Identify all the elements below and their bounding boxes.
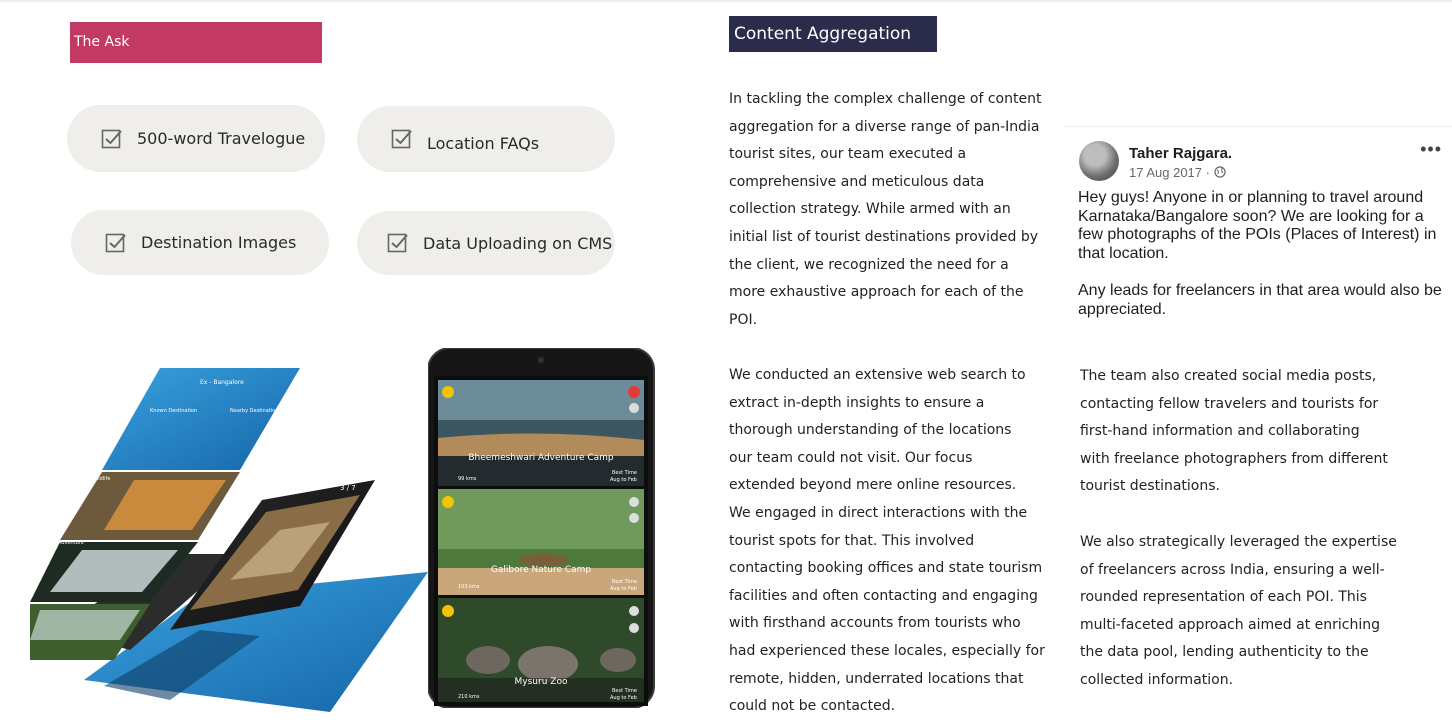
tilted-tab1: Known Destination xyxy=(150,408,198,414)
tilted-counter: 3 / 7 xyxy=(340,484,356,492)
ask-item-label: 500-word Travelogue xyxy=(137,129,306,148)
card-best-time: Best Time xyxy=(612,470,637,476)
tilted-adventure: Adventure xyxy=(58,540,84,546)
ask-item-label: Destination Images xyxy=(141,233,297,252)
card-distance: 99 kms xyxy=(458,476,477,482)
the-ask-label: The Ask xyxy=(70,22,322,63)
card-title: Bheemeshwari Adventure Camp xyxy=(468,453,614,463)
content-paragraph-4: We also strategically leveraged the expertise of freelancers across India, ensuring a well- rounded representation of each POI. This multi-faceted approach aimed at enriching the data pool, lending authenticity to the collected information. xyxy=(1080,534,1397,688)
checkbox-checked-icon xyxy=(387,232,409,254)
card-months: Aug to Feb xyxy=(610,695,637,701)
content-paragraph-3: The team also created social media posts, contacting fellow travelers and tourists for first-hand information and collaborating with freelance photographers from different tourist destinations. xyxy=(1080,368,1388,495)
card-title: Mysuru Zoo xyxy=(514,677,568,687)
ask-item-images xyxy=(71,210,329,275)
checkbox-checked-icon xyxy=(105,232,127,254)
post-author: Taher Rajgara. xyxy=(1129,145,1233,162)
content-paragraph-1: In tackling the complex challenge of content aggregation for a diverse range of pan-India tourist sites, our team executed a comprehensive and meticulous data collection strategy. While armed with an initial list of tourist destinations provided by the client, we recognized the need for a more exhaustive approach for each of the POI. xyxy=(729,91,1042,328)
more-options-icon[interactable]: ••• xyxy=(1420,139,1442,159)
facebook-post xyxy=(1064,126,1452,334)
tilted-location: Ex - Bangalore xyxy=(200,379,244,386)
card-best-time: Best Time xyxy=(612,688,637,694)
card-months: Aug to Feb xyxy=(610,477,637,483)
tilted-wildlife: Wildlife xyxy=(92,476,111,482)
phone-upright xyxy=(428,348,658,708)
top-divider xyxy=(0,0,1452,2)
checkbox-checked-icon xyxy=(391,128,413,150)
ask-item-label: Data Uploading on CMS xyxy=(423,233,613,253)
avatar xyxy=(1079,141,1119,181)
card-distance: 103 kms xyxy=(458,584,480,590)
app-mockup xyxy=(30,340,660,728)
ask-item-cms xyxy=(357,211,615,275)
card-distance: 210 kms xyxy=(458,694,480,700)
card-months: Aug to Feb xyxy=(610,586,637,592)
card-best-time: Best Time xyxy=(612,579,637,585)
globe-icon xyxy=(1214,166,1226,178)
tilted-park: National Zoological Park xyxy=(252,475,325,482)
post-text xyxy=(1078,189,1448,320)
post-date-text: 17 Aug 2017 · xyxy=(1129,165,1210,180)
post-text-line-1: Hey guys! Anyone in or planning to travel around Karnataka/Bangalore soon? We are looking for a few photographs of the POIs (Places of Interest) in that location. xyxy=(1078,189,1437,262)
card-title: Galibore Nature Camp xyxy=(490,565,592,575)
ask-item-label: Location FAQs xyxy=(427,133,540,153)
post-date xyxy=(1129,165,1226,180)
ask-item-travelogue xyxy=(67,105,325,172)
post-text-line-2: Any leads for freelancers in that area would also be appreciated. xyxy=(1078,282,1442,318)
tilted-tab2: Nearby Destinations xyxy=(230,408,281,414)
checkbox-checked-icon xyxy=(101,128,123,150)
content-aggregation-label: Content Aggregation xyxy=(729,16,937,52)
content-paragraph-2: We conducted an extensive web search to extract in-depth insights to ensure a thorough understanding of the locations our team could not visit. Our focus extended beyond mere online resources. We engaged in direct interactions with the tourist spots for that. This involved contacting booking offices and state tourism facilities and often contacting and engaging with firsthand accounts from tourists who had experienced these locales, especially for remote, hidden, underrated locations that could not be contacted. xyxy=(729,367,1045,715)
ask-item-faqs xyxy=(357,106,615,172)
